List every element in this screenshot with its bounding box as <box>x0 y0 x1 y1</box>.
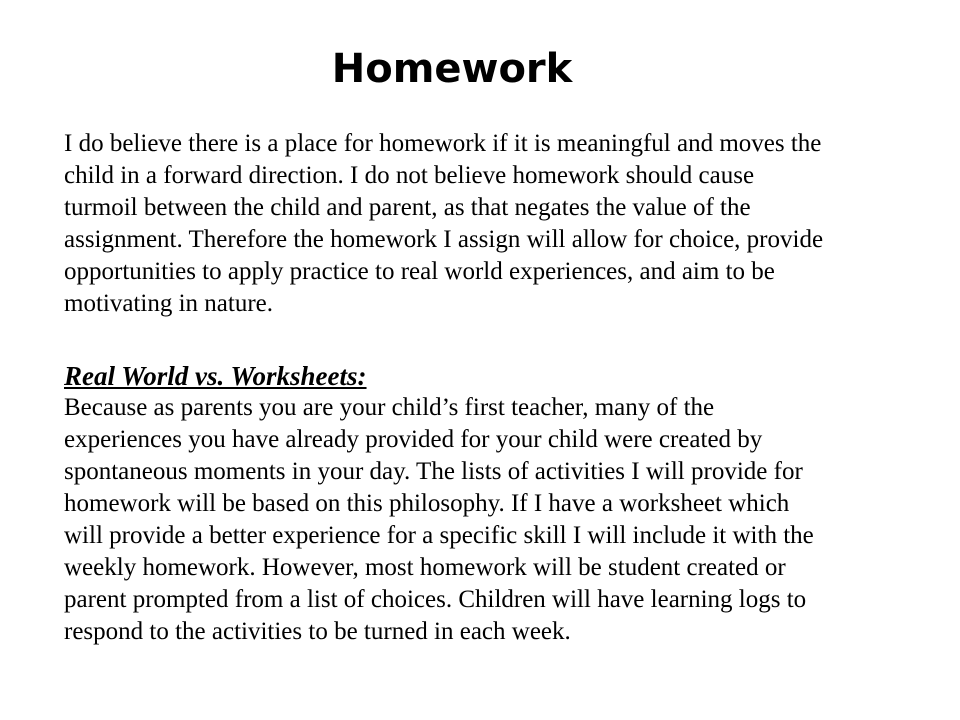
intro-line: assignment. Therefore the homework I assign will allow for choice, provide <box>64 226 824 253</box>
intro-line: child in a forward direction. I do not believe homework should cause <box>64 162 755 189</box>
section-heading: Real World vs. Worksheets: <box>64 361 367 391</box>
intro-paragraph <box>64 128 924 320</box>
real-world-section <box>64 360 924 648</box>
intro-line: motivating in nature. <box>64 290 273 317</box>
section-line: experiences you have already provided for your child were created by <box>64 426 763 453</box>
intro-line: opportunities to apply practice to real world experiences, and aim to be <box>64 258 775 285</box>
section-line: respond to the activities to be turned in each week. <box>64 618 571 645</box>
section-line: homework will be based on this philosophy. If I have a worksheet which <box>64 490 790 517</box>
intro-line: turmoil between the child and parent, as that negates the value of the <box>64 194 751 221</box>
section-line: parent prompted from a list of choices. Children will have learning logs to <box>64 586 807 613</box>
section-line: will provide a better experience for a specific skill I will include it with the <box>64 522 814 549</box>
slide-title: Homework <box>331 46 573 92</box>
section-line: Because as parents you are your child’s first teacher, many of the <box>64 394 715 421</box>
section-line: spontaneous moments in your day. The lists of activities I will provide for <box>64 458 803 485</box>
intro-line: I do believe there is a place for homework if it is meaningful and moves the <box>64 130 822 157</box>
section-line: weekly homework. However, most homework will be student created or <box>64 554 786 581</box>
